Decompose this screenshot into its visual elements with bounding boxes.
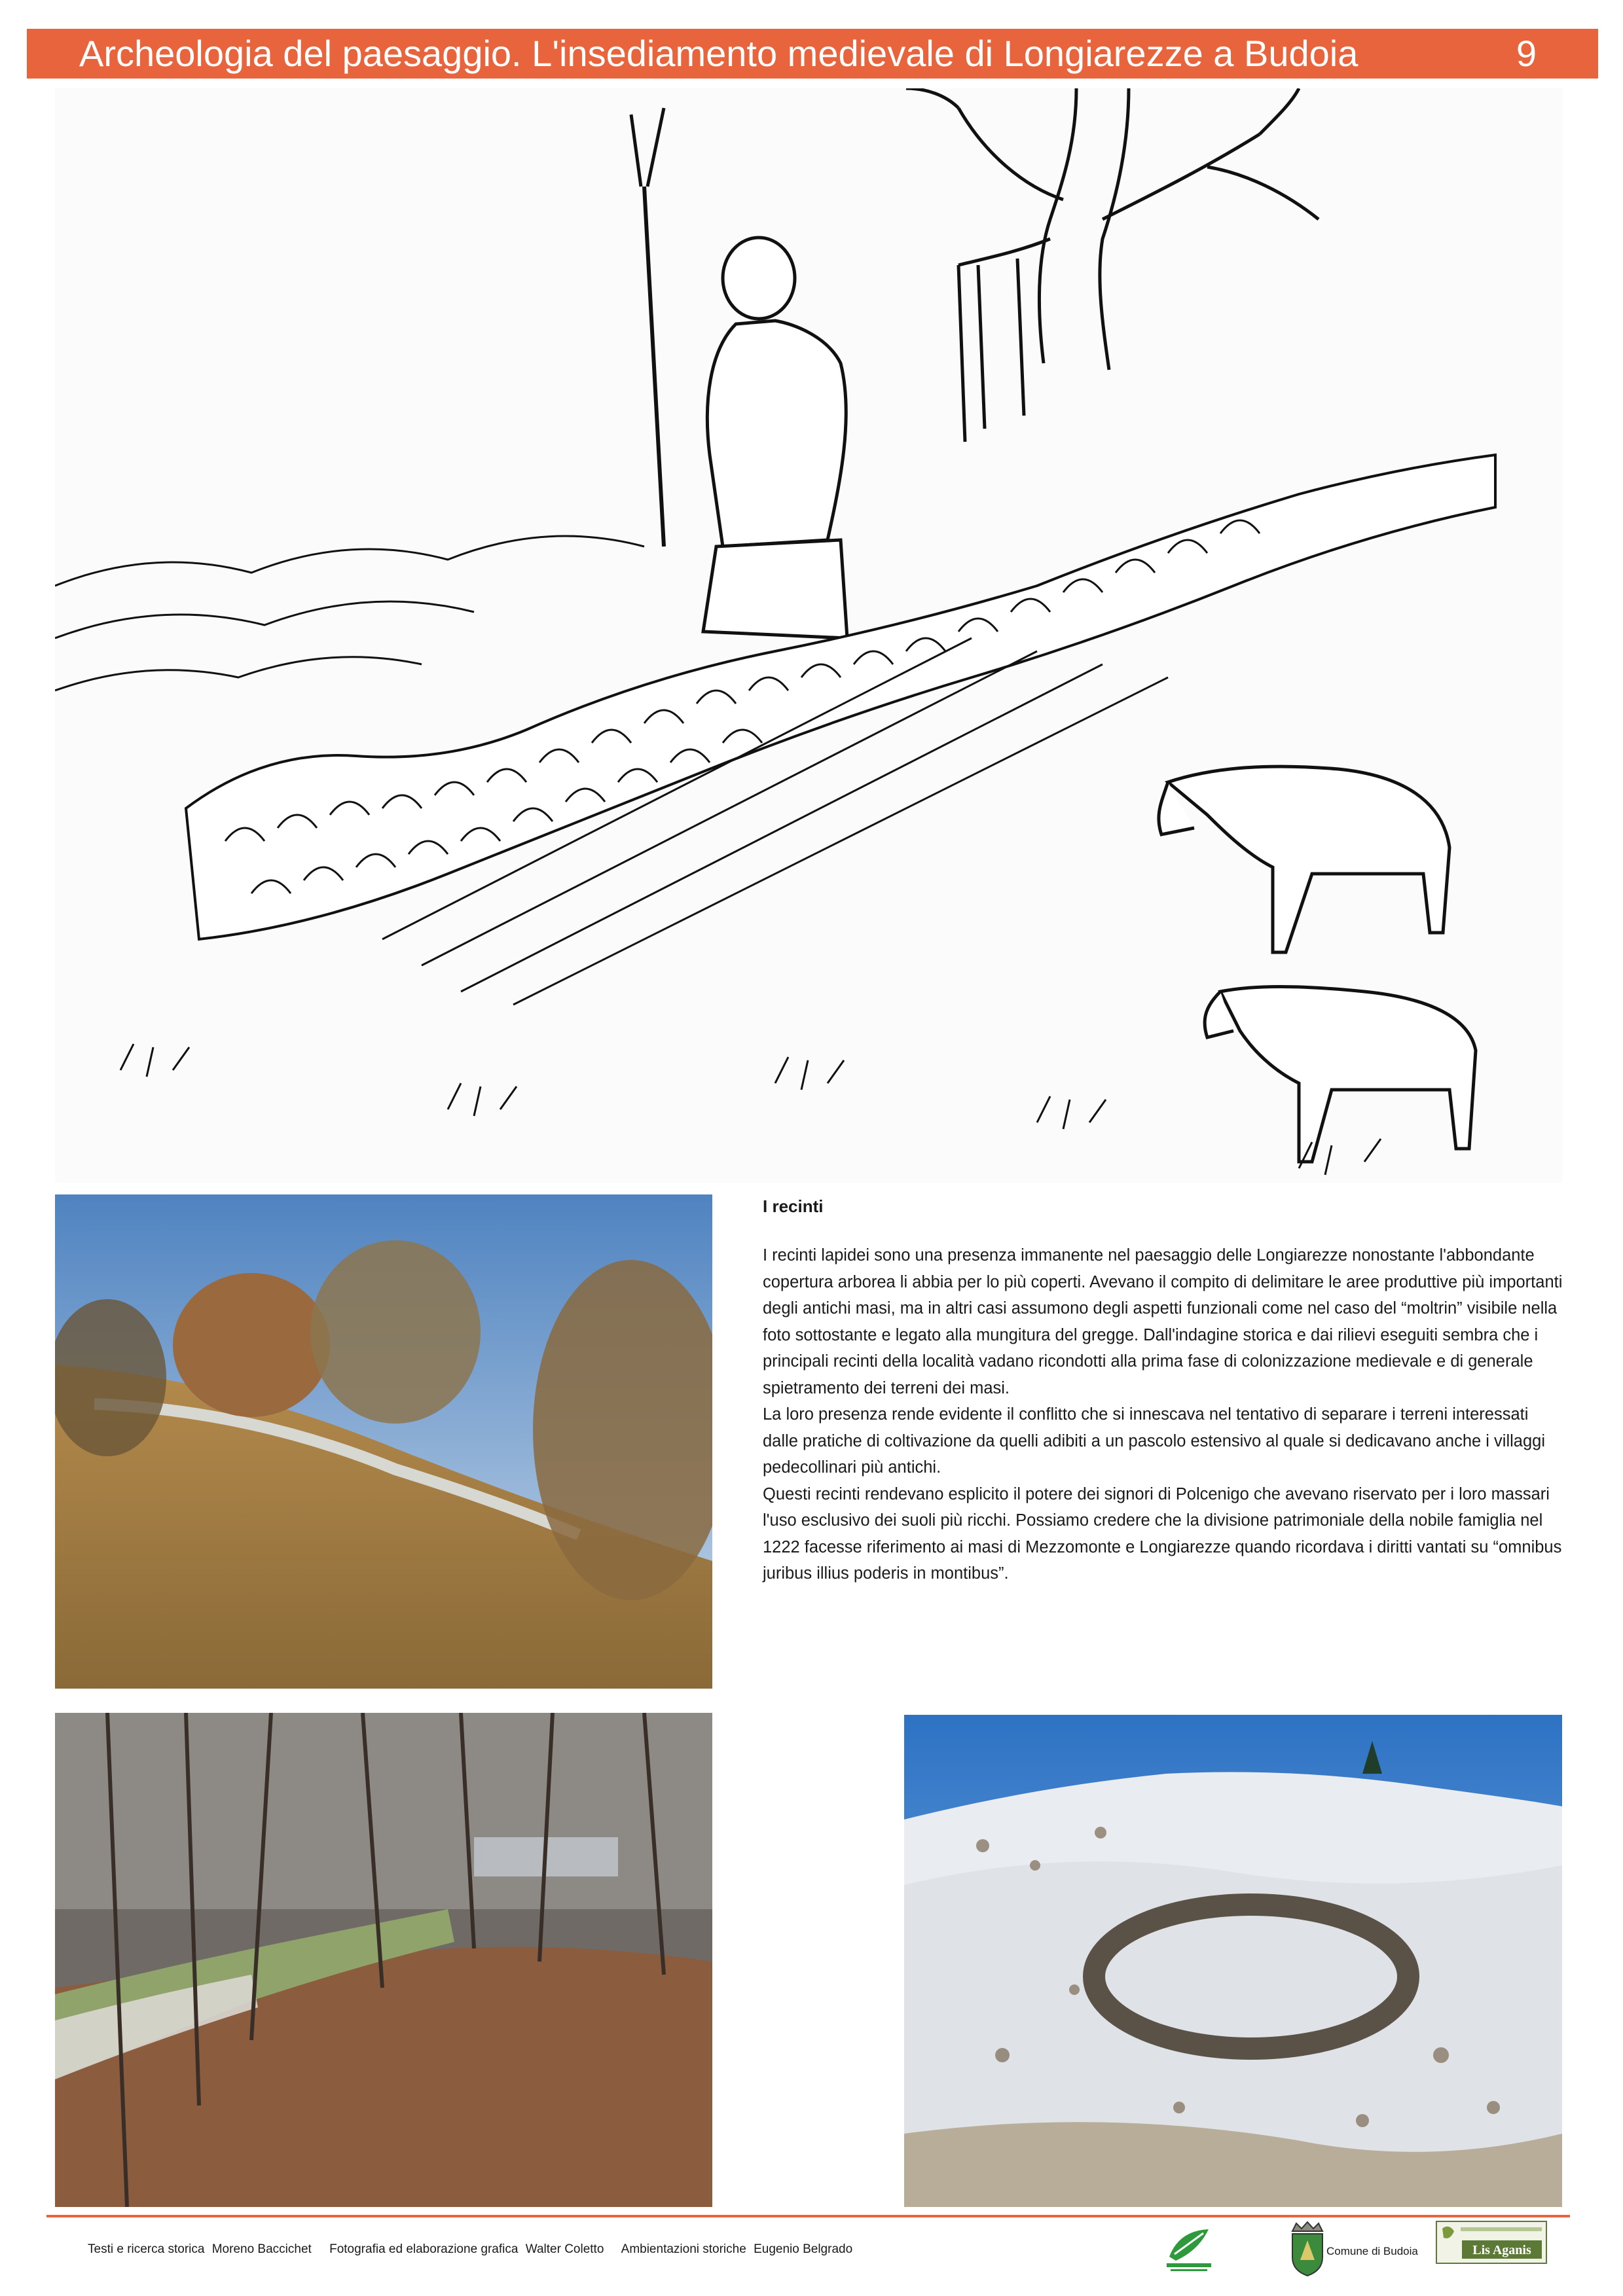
article-recinti xyxy=(763,1193,1565,1587)
credit-name-texts: Moreno Baccichet xyxy=(211,2242,312,2256)
page-title: Archeologia del paesaggio. L'insediamento medievale di Longiarezze a Budoia xyxy=(79,33,1359,74)
page-header xyxy=(27,29,1598,79)
article-paragraph-3: Questi recinti rendevano esplicito il potere dei signori di Polcenigo che avevano riservato per i loro massari l'uso esclusivo dei suoli più ricchi. Possiamo credere che la divisione patrimoniale della nobile famiglia nel 1222 facesse riferimento ai masi di Mezzomonte e Longiarezze quando ricordava i diritti vantati su “omnibus juribus illius poderis in montibus”. xyxy=(763,1484,1562,1583)
footer-divider xyxy=(46,2215,1570,2217)
article-paragraph-2: La loro presenza rende evidente il conflitto che si innescava nel tentativo di separare i terreni interessati dalle pratiche di coltivazione da quelli adibiti a un pascolo estensivo al quale si dedicavano anche i villaggi pedecollinari più antichi. xyxy=(763,1405,1546,1477)
page-number: 9 xyxy=(1516,33,1537,74)
budoia-label: Comune di Budoia xyxy=(1326,2245,1418,2257)
photo-snow-moltrin xyxy=(904,1715,1562,2207)
article-paragraph-1: I recinti lapidei sono una presenza immanente nel paesaggio delle Longiarezze nonostante l'abbondante copertura arborea li abbia per lo più coperti. Avevano il compito di delimitare le aree produttive più importanti degli antichi masi, ma in altri casi assumono degli aspetti funzionali come nel caso del “moltrin” visibile nella foto sottostante e legato alla mungitura del gregge. Dall'indagine storica e dai rilievi eseguiti sembra che i principali recinti della località vadano ricondotti alla prima fase di colonizzazione medievale e di generale spietramento dei terreni dei masi. xyxy=(763,1246,1563,1397)
credit-role-settings: Ambientazioni storiche xyxy=(621,2242,746,2256)
footer-credits xyxy=(88,2242,856,2257)
credit-role-texts: Testi e ricerca storica xyxy=(88,2242,205,2256)
photo-grassy-slope-wall xyxy=(55,1194,712,1689)
lis-aganis-text: Lis Aganis xyxy=(1472,2243,1531,2257)
lis-aganis-logo xyxy=(1436,2221,1547,2264)
credit-name-photo: Walter Coletto xyxy=(525,2242,604,2256)
credit-name-settings: Eugenio Belgrado xyxy=(754,2242,853,2256)
credit-role-photo: Fotografia ed elaborazione grafica xyxy=(329,2242,519,2256)
legambiente-logo xyxy=(1163,2224,1215,2274)
illustration-shepherd-goats xyxy=(55,88,1562,1183)
article-heading: I recinti xyxy=(763,1196,824,1216)
photo-forest-wall xyxy=(55,1713,712,2207)
budoia-coat-of-arms xyxy=(1287,2221,1328,2277)
